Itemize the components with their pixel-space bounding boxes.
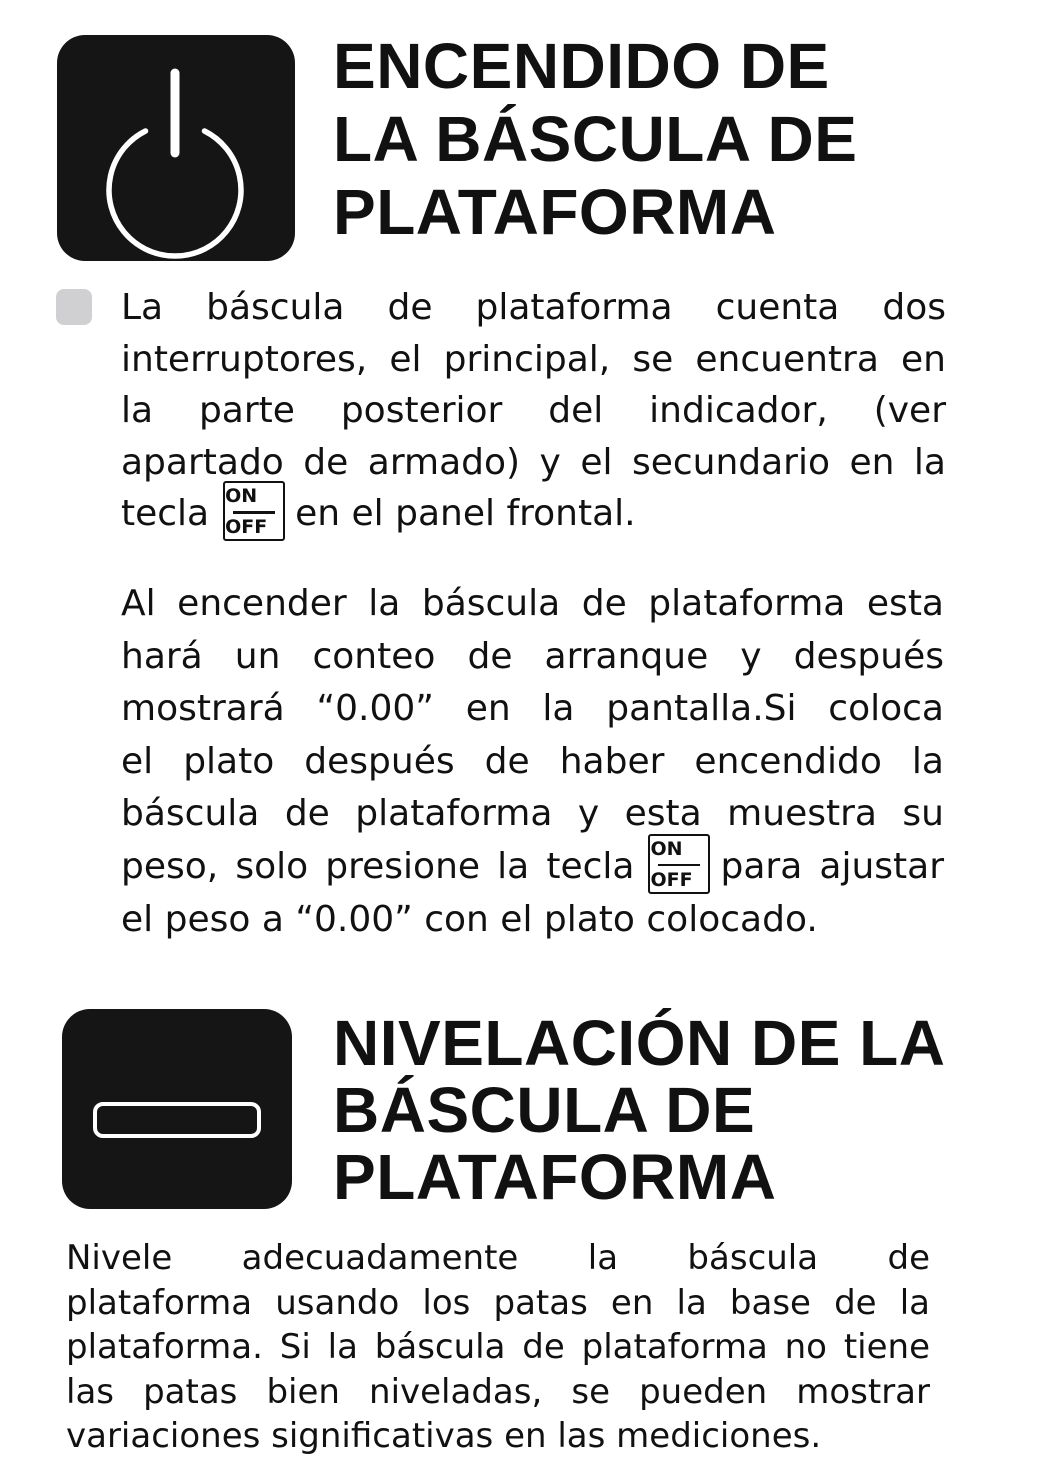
text-line: plataforma usando los patas en la base de la [66,1282,930,1323]
text-line: las patas bien niveladas, se pueden mostrar [66,1371,930,1412]
paragraph-startup [121,578,944,947]
level-icon-tile [62,1009,292,1209]
key-off-label: OFF [225,516,268,538]
power-icon [57,35,295,261]
text-line: la parte posterior del indicador, (ver [121,390,946,431]
title-line: PLATAFORMA [333,176,777,248]
text-line: La báscula de plataforma cuenta dos [121,287,946,328]
text-line: el plato después de haber encendido la [121,740,944,782]
section-title-encendido [333,30,857,249]
title-line: ENCENDIDO DE [333,30,830,102]
text-line: plataforma. Si la báscula de plataforma no tiene [66,1327,930,1368]
title-line: PLATAFORMA [333,1141,777,1213]
text-line: mostrará “0.00” en la pantalla.Si coloca [121,688,944,730]
text-line [121,485,946,541]
text-line: el peso a “0.00” con el plato colocado. [121,898,818,940]
key-off-label: OFF [650,868,693,891]
text-segment: tecla [121,493,210,534]
bullet-square [56,289,92,325]
text-line: Al encender la báscula de plataforma esta [121,583,944,624]
key-on-label: ON [225,485,258,507]
text-line: interruptores, el principal, se encuentra en [121,338,946,380]
on-off-key-icon [223,481,285,541]
section-title-nivelacion [333,1007,946,1213]
text-line: báscula de plataforma y esta muestra su [121,793,944,835]
title-line: BÁSCULA DE [333,1074,756,1146]
power-icon-tile [57,35,295,261]
paragraph-switches [121,282,946,541]
text-line [121,837,944,894]
level-bar-icon [93,1102,261,1138]
text-segment: peso, solo presione la tecla [121,845,635,887]
text-line: Nivele adecuadamente la báscula de [66,1238,930,1278]
key-divider [233,511,275,514]
on-off-key-icon [648,834,710,894]
key-divider [658,864,700,867]
title-line: NIVELACIÓN DE LA [333,1007,946,1079]
key-on-label: ON [650,837,683,860]
text-segment: en el panel frontal. [295,493,636,534]
text-line: apartado de armado) y el secundario en la [121,441,946,483]
title-line: LA BÁSCULA DE [333,103,858,175]
text-line: hará un conteo de arranque y después [121,635,944,677]
text-line: variaciones significativas en las mediciones. [66,1416,822,1457]
paragraph-leveling [66,1236,930,1459]
text-segment: para ajustar [720,845,944,887]
